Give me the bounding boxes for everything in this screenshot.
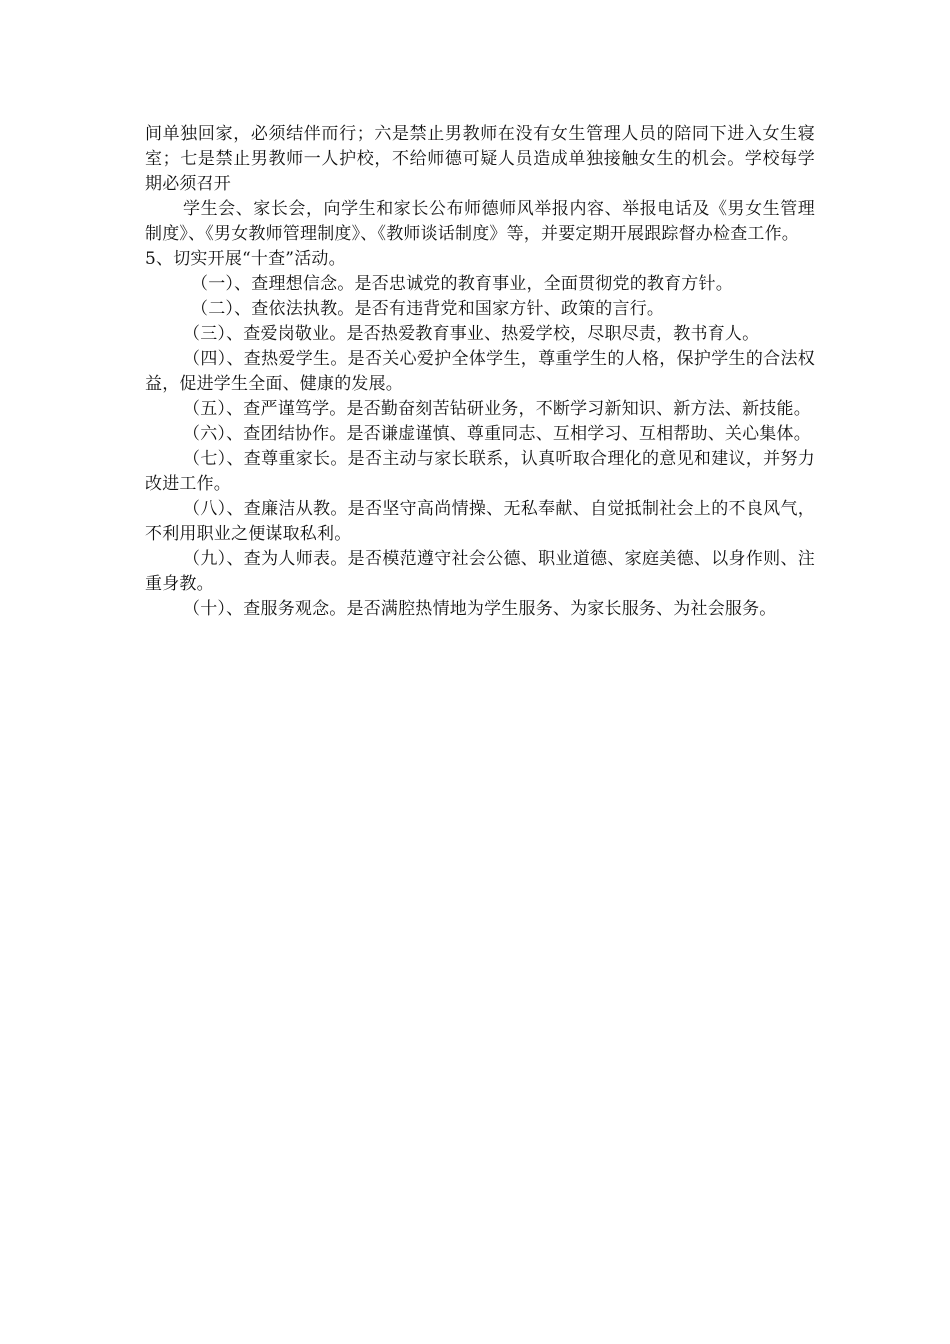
section-heading-ten-checks: 5、切实开展“十查”活动。 (145, 249, 346, 269)
check-item-2: （二）、查依法执教。是否有违背党和国家方针、政策的言行。 (191, 299, 665, 319)
paragraph-meetings: 学生会、家长会，向学生和家长公布师德师风举报内容、举报电话及《男女生管理制度》、《男女教师管理制度》、《教师谈话制度》等，并要定期开展跟踪督办检查工作。 (145, 199, 815, 244)
paragraph-continuation: 间单独回家，必须结伴而行；六是禁止男教师在没有女生管理人员的陪同下进入女生寝室；七是禁止男教师一人护校，不给师德可疑人员造成单独接触女生的机会。学校每学期必须召开 (145, 124, 815, 194)
check-item-5: （五）、查严谨笃学。是否勤奋刻苦钻研业务，不断学习新知识、新方法、新技能。 (183, 399, 811, 419)
check-item-8: （八）、查廉洁从教。是否坚守高尚情操、无私奉献、自觉抵制社会上的不良风气，不利用职业之便谋取私利。 (145, 499, 815, 544)
check-item-9: （九）、查为人师表。是否模范遵守社会公德、职业道德、家庭美德、以身作则、注重身教。 (145, 549, 815, 594)
document-body (145, 122, 815, 622)
check-item-3: （三）、查爱岗敬业。是否热爱教育事业、热爱学校，尽职尽责，教书育人。 (183, 324, 760, 344)
check-item-6: （六）、查团结协作。是否谦虚谨慎、尊重同志、互相学习、互相帮助、关心集体。 (183, 424, 811, 444)
check-item-7: （七）、查尊重家长。是否主动与家长联系，认真听取合理化的意见和建议，并努力改进工作。 (145, 449, 815, 494)
check-item-4: （四）、查热爱学生。是否关心爱护全体学生，尊重学生的人格，保护学生的合法权益，促进学生全面、健康的发展。 (145, 349, 815, 394)
check-item-10: （十）、查服务观念。是否满腔热情地为学生服务、为家长服务、为社会服务。 (183, 599, 777, 619)
check-item-1: （一）、查理想信念。是否忠诚党的教育事业，全面贯彻党的教育方针。 (191, 274, 733, 294)
